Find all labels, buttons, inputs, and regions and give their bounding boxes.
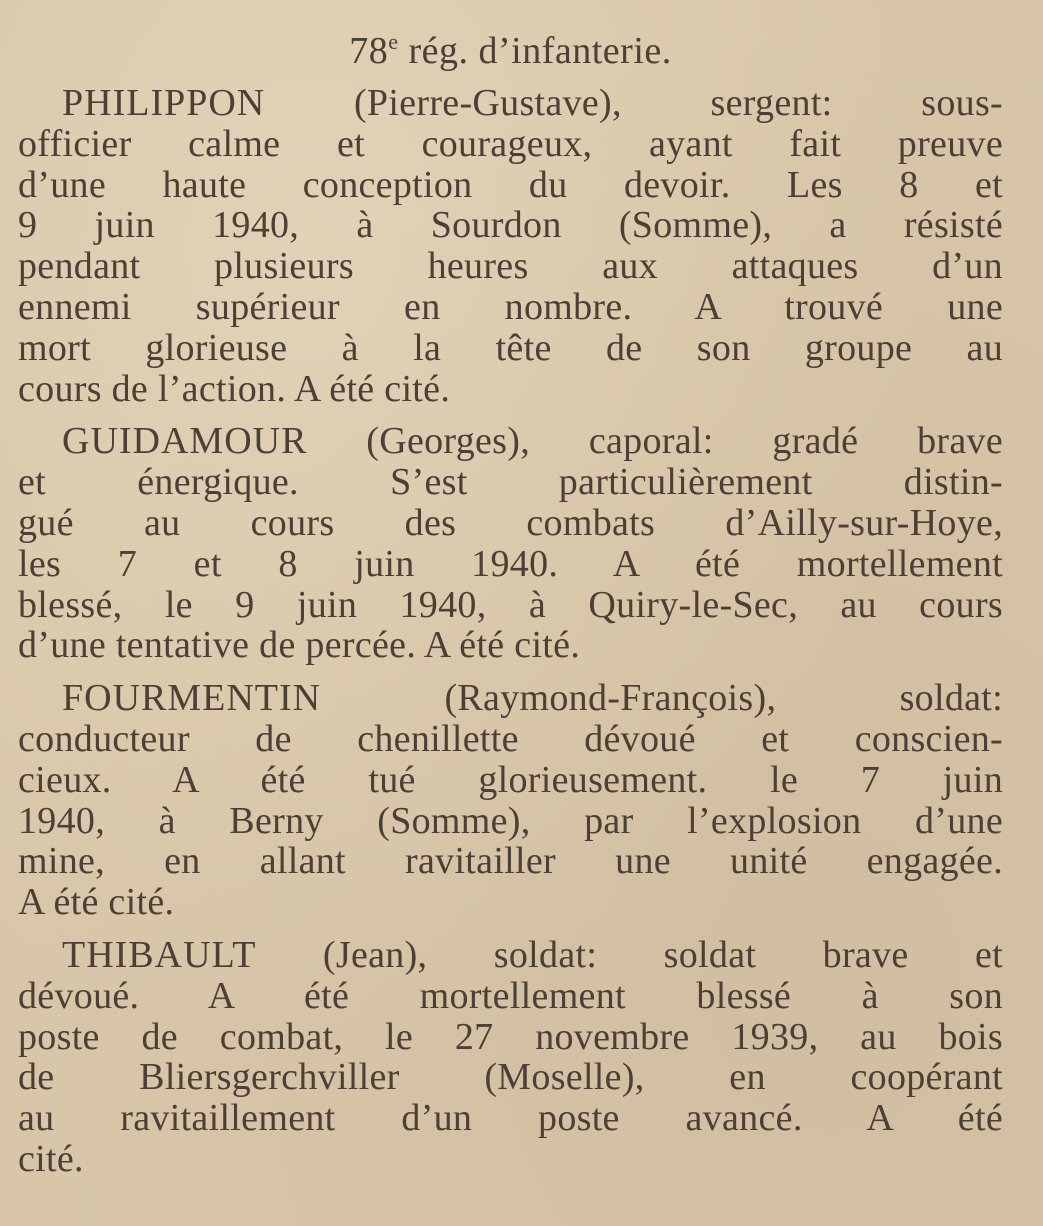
entry-line — [18, 421, 1003, 462]
entry-line: A été cité. — [18, 881, 175, 924]
entry-line: de Bliersgerchviller (Moselle), en coopérant — [18, 1056, 1003, 1099]
regiment-name: rég. d’infanterie. — [398, 30, 672, 72]
entry-line: poste de combat, le 27 novembre 1939, au bois — [18, 1015, 1003, 1058]
entry-line: d’une tentative de percée. A été cité. — [18, 624, 581, 667]
entry-text: (Jean), soldat: soldat brave et — [256, 933, 1003, 976]
soldier-name: FOURMENTIN — [62, 677, 322, 720]
entry-line: officier calme et courageux, ayant fait preuve — [18, 122, 1003, 165]
entry-line — [18, 678, 1003, 719]
entry-line: gué au cours des combats d’Ailly-sur-Hoye, — [18, 501, 1003, 544]
entry-line: 1940, à Berny (Somme), par l’explosion d’une — [18, 799, 1003, 842]
ordinal-suffix: e — [388, 29, 399, 54]
entry-line: ennemi supérieur en nombre. A trouvé une — [18, 285, 1003, 328]
entry-line: cieux. A été tué glorieusement. le 7 juin — [18, 758, 1003, 801]
citation-entry — [18, 678, 1003, 923]
entry-line: cité. — [18, 1137, 84, 1180]
entry-line: mort glorieuse à la tête de son groupe au — [18, 326, 1003, 369]
citation-entry — [18, 935, 1003, 1180]
citation-entry — [18, 421, 1003, 666]
entry-line: et énergique. S’est particulièrement distin- — [18, 461, 1003, 504]
entry-line: conducteur de chenillette dévoué et conscien- — [18, 717, 1003, 760]
soldier-name: GUIDAMOUR — [62, 420, 308, 463]
entry-line: les 7 et 8 juin 1940. A été mortellement — [18, 542, 1003, 585]
soldier-name: THIBAULT — [62, 933, 257, 976]
entry-text: (Pierre-Gustave), sergent: sous- — [265, 82, 1003, 124]
entry-line: d’une haute conception du devoir. Les 8 et — [18, 163, 1003, 206]
entry-text: (Raymond-François), soldat: — [321, 677, 1003, 720]
entry-line — [18, 935, 1003, 976]
entry-line: 9 juin 1940, à Sourdon (Somme), a résisté — [18, 204, 1003, 247]
entry-line: dévoué. A été mortellement blessé à son — [18, 974, 1003, 1017]
entry-line: mine, en allant ravitailler une unité engagée. — [18, 840, 1003, 883]
soldier-name: PHILIPPON — [62, 82, 266, 124]
citation-entry — [18, 83, 1003, 409]
entry-text: (Georges), caporal: gradé brave — [307, 420, 1003, 463]
entry-line — [18, 83, 1003, 124]
regiment-heading — [18, 18, 1003, 75]
entry-line: pendant plusieurs heures aux attaques d’un — [18, 245, 1003, 288]
entry-line: blessé, le 9 juin 1940, à Quiry-le-Sec, au cours — [18, 583, 1003, 626]
entry-line: au ravitaillement d’un poste avancé. A été — [18, 1097, 1003, 1140]
regiment-number: 78 — [349, 30, 389, 72]
entry-line: cours de l’action. A été cité. — [18, 367, 451, 410]
